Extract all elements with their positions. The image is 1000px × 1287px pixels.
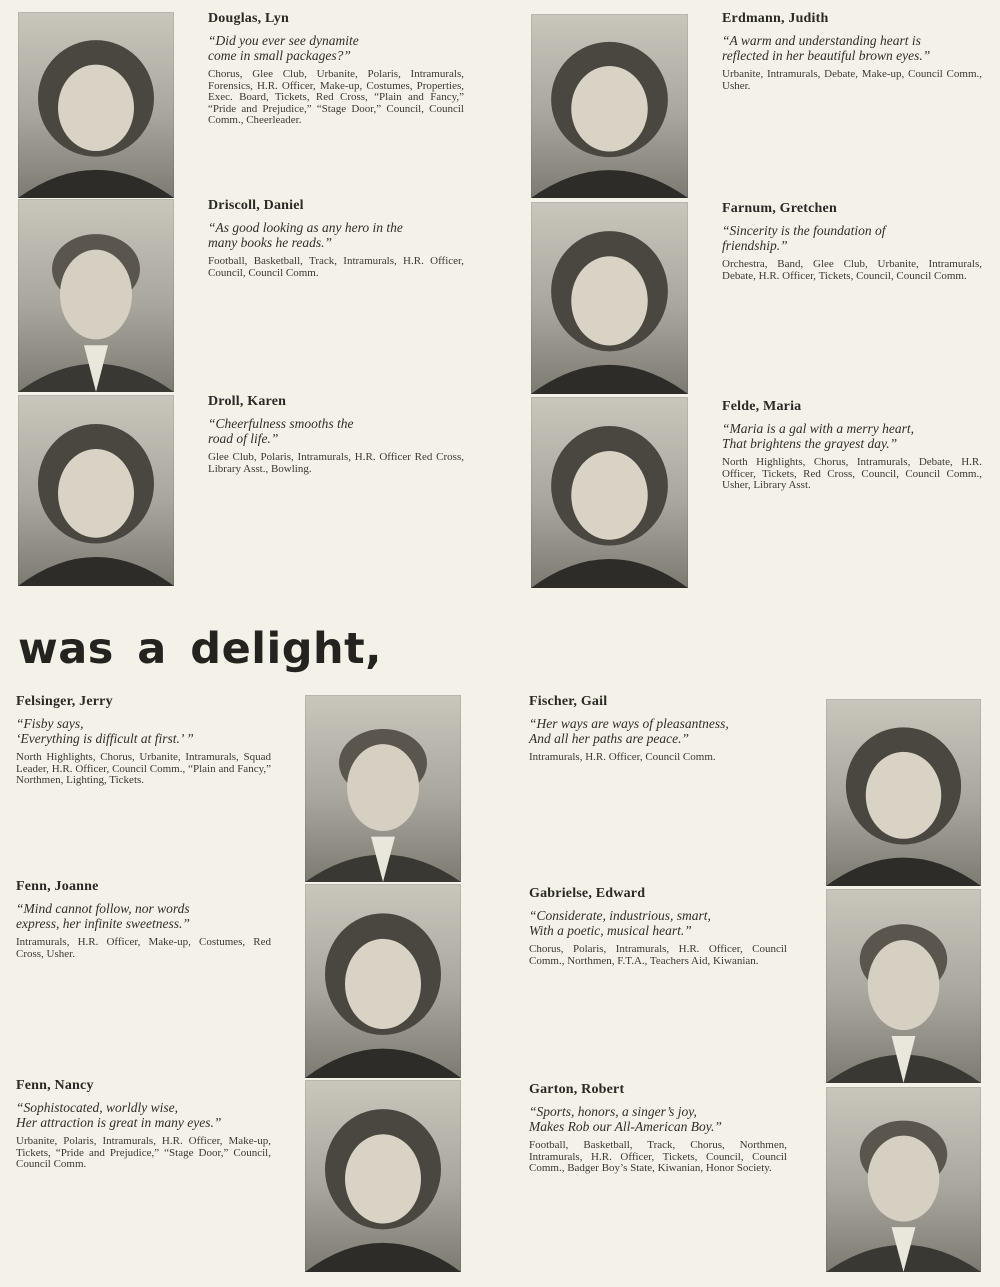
portrait-felde-maria [531, 397, 688, 588]
portrait-fenn-joanne [305, 884, 461, 1078]
student-name: Fischer, Gail [529, 694, 608, 709]
student-quote: “Sophistocated, worldly wise, Her attraction is great in many eyes.” [16, 1100, 222, 1130]
student-name: Erdmann, Judith [722, 11, 829, 26]
portrait-douglas-lyn [18, 12, 174, 198]
portrait-felsinger-jerry [305, 695, 461, 882]
student-activities: Football, Basketball, Track, Intramurals, H.R. Officer, Council, Council Comm. [208, 255, 464, 279]
entry-douglas-lyn [208, 11, 464, 127]
student-name: Driscoll, Daniel [208, 198, 304, 213]
portrait-farnum-gretchen [531, 202, 688, 394]
portrait-driscoll-daniel [18, 199, 174, 392]
entry-fenn-nancy [16, 1078, 271, 1171]
student-quote: “As good looking as any hero in the many books he reads.” [208, 220, 403, 250]
entry-erdmann-judith [722, 11, 982, 92]
student-quote: “Maria is a gal with a merry heart, That brightens the grayest day.” [722, 421, 915, 451]
student-quote: “Mind cannot follow, nor words express, her infinite sweetness.” [16, 901, 190, 931]
student-quote: “Sports, honors, a singer’s joy, Makes Rob our All-American Boy.” [529, 1104, 722, 1134]
student-activities: Football, Basketball, Track, Chorus, Northmen, Intramurals, H.R. Officer, Tickets, Council, Council Comm., Badger Boy’s State, Kiwanian, Honor Society. [529, 1139, 787, 1174]
student-name: Farnum, Gretchen [722, 201, 837, 216]
student-activities: North Highlights, Chorus, Intramurals, Debate, H.R. Officer, Tickets, Red Cross, Council, Council Comm., Usher, Library Asst. [722, 456, 982, 491]
student-activities: Glee Club, Polaris, Intramurals, H.R. Officer Red Cross, Library Asst., Bowling. [208, 451, 464, 475]
student-quote: “Her ways are ways of pleasantness, And all her paths are peace.” [529, 716, 729, 746]
entry-felde-maria [722, 399, 982, 492]
student-name: Gabrielse, Edward [529, 886, 646, 901]
student-name: Garton, Robert [529, 1082, 625, 1097]
portrait-droll-karen [18, 395, 174, 586]
student-name: Felsinger, Jerry [16, 694, 113, 709]
student-activities: Urbanite, Intramurals, Debate, Make-up, Council Comm., Usher. [722, 68, 982, 92]
entry-garton-robert [529, 1082, 787, 1175]
entry-driscoll-daniel [208, 198, 464, 279]
student-activities: Urbanite, Polaris, Intramurals, H.R. Officer, Make-up, Tickets, “Pride and Prejudice,” “Stage Door,” Council, Council Comm. [16, 1135, 271, 1170]
student-name: Fenn, Joanne [16, 879, 99, 894]
student-activities: North Highlights, Chorus, Urbanite, Intramurals, Squad Leader, H.R. Officer, Council Comm., “Plain and Fancy,” Northmen, Lighting, Tickets. [16, 751, 271, 786]
student-quote: “Fisby says, ‘Everything is difficult at first.’ ” [16, 716, 194, 746]
entry-fischer-gail [529, 694, 787, 764]
student-quote: “Sincerity is the foundation of friendship.” [722, 223, 886, 253]
student-quote: “Cheerfulness smooths the road of life.” [208, 416, 354, 446]
student-activities: Orchestra, Band, Glee Club, Urbanite, Intramurals, Debate, H.R. Officer, Tickets, Council, Council Comm. [722, 258, 982, 282]
entry-farnum-gretchen [722, 201, 982, 282]
student-name: Douglas, Lyn [208, 11, 289, 26]
student-quote: “Did you ever see dynamite come in small packages?” [208, 33, 359, 63]
student-quote: “Considerate, industrious, smart, With a poetic, musical heart.” [529, 908, 711, 938]
student-quote: “A warm and understanding heart is reflected in her beautiful brown eyes.” [722, 33, 931, 63]
entry-fenn-joanne [16, 879, 271, 960]
student-activities: Chorus, Glee Club, Urbanite, Polaris, Intramurals, Forensics, H.R. Officer, Make-up, Costumes, Properties, Exec. Board, Tickets, Red Cross, “Plain and Fancy,” “Pride and Prejudice,” “Stage Door,” Council, Council Comm., Cheerleader. [208, 68, 464, 126]
portrait-fischer-gail [826, 699, 981, 886]
portrait-gabrielse-edward [826, 889, 981, 1083]
student-activities: Intramurals, H.R. Officer, Council Comm. [529, 751, 716, 763]
portrait-fenn-nancy [305, 1080, 461, 1272]
entry-gabrielse-edward [529, 886, 787, 967]
student-name: Droll, Karen [208, 394, 287, 409]
entry-droll-karen [208, 394, 464, 475]
student-activities: Chorus, Polaris, Intramurals, H.R. Officer, Council Comm., Northmen, F.T.A., Teachers Aid, Kiwanian. [529, 943, 787, 967]
portrait-erdmann-judith [531, 14, 688, 198]
student-activities: Intramurals, H.R. Officer, Make-up, Costumes, Red Cross, Usher. [16, 936, 271, 960]
portrait-garton-robert [826, 1087, 981, 1272]
student-name: Fenn, Nancy [16, 1078, 94, 1093]
entry-felsinger-jerry [16, 694, 271, 787]
student-name: Felde, Maria [722, 399, 802, 414]
section-headline: was a delight, [18, 624, 382, 674]
